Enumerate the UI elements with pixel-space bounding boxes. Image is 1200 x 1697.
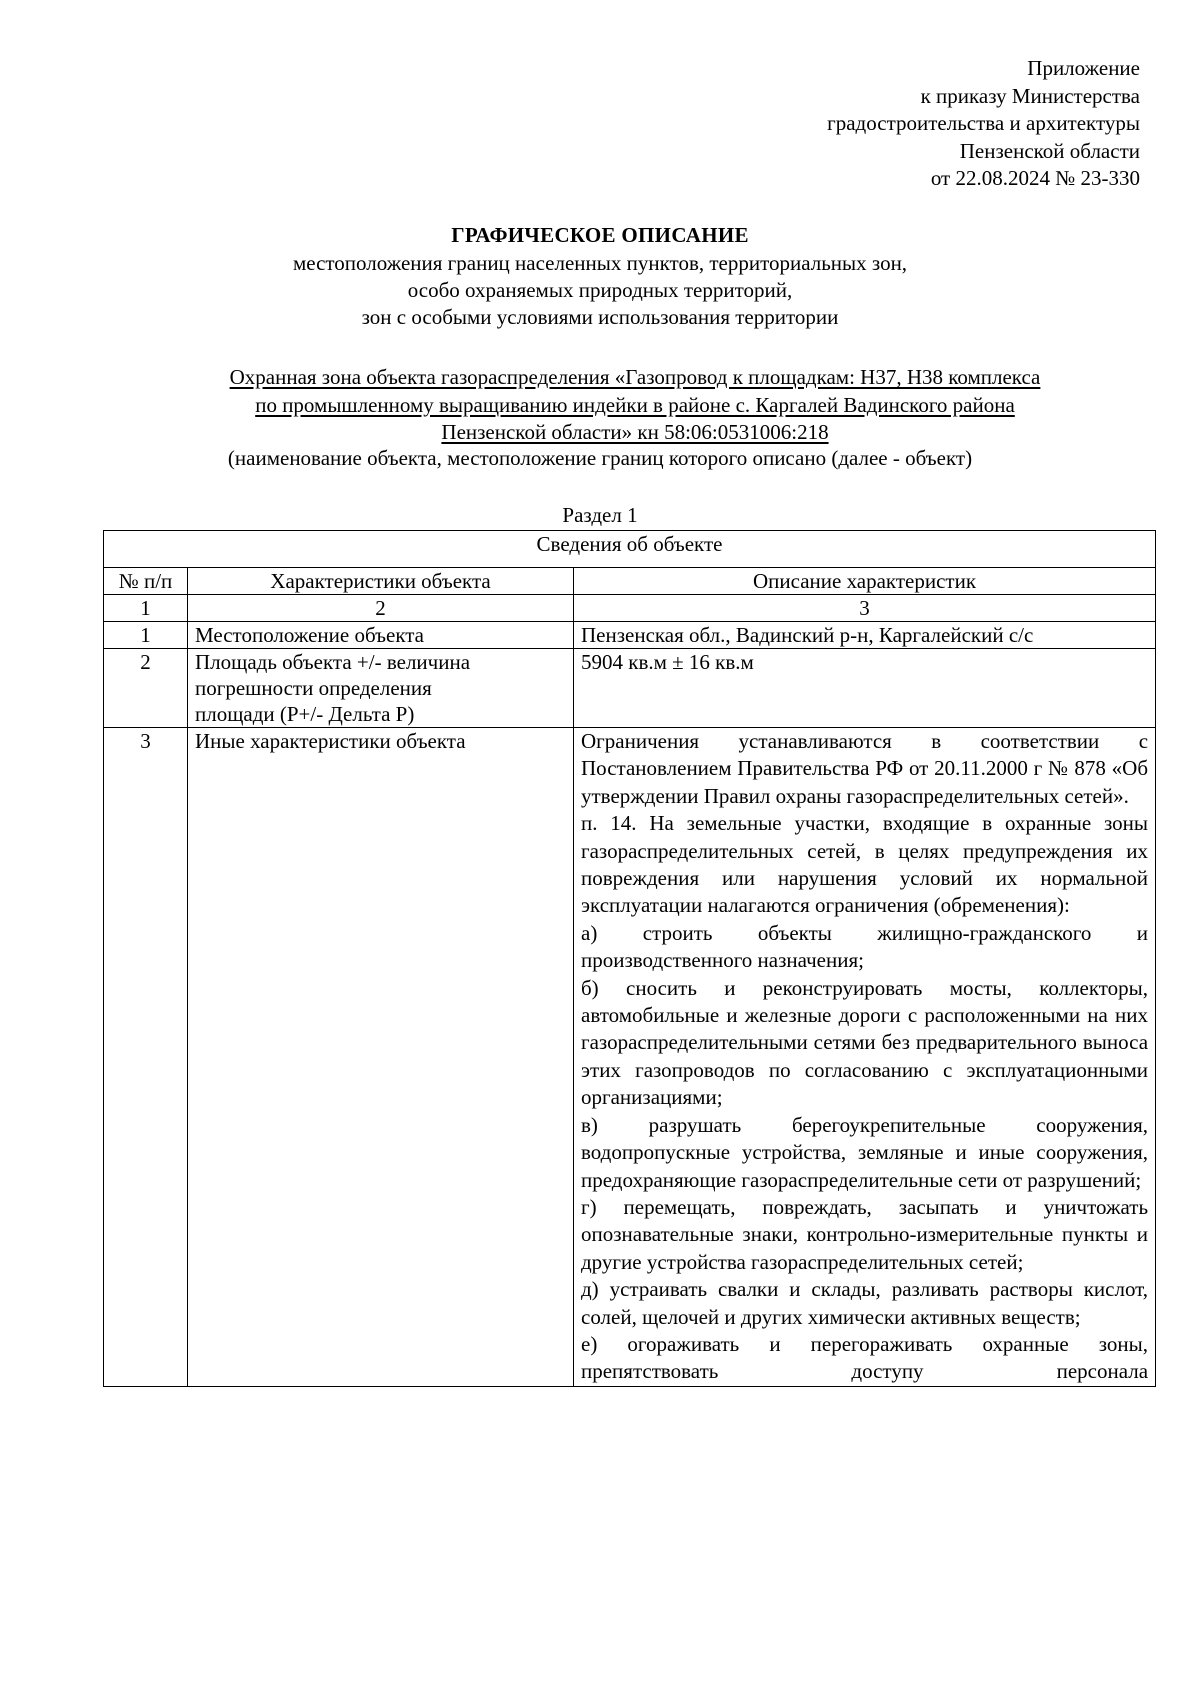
row-characteristic: Иные характеристики объекта (188, 728, 574, 1387)
appendix-line: Пензенской области (959, 138, 1140, 163)
table-header-row (104, 568, 1156, 595)
characteristic-line: погрешности определения (195, 676, 432, 700)
description-paragraph: д) устраивать свалки и склады, разливать растворы кислот, солей, щелочей и других химически активных веществ; (581, 1277, 1149, 1329)
row-characteristic (188, 649, 574, 728)
column-number: 2 (188, 595, 574, 622)
table-title: Сведения об объекте (104, 531, 1156, 568)
characteristic-line: Площадь объекта +/- величина (195, 650, 471, 674)
column-number: 1 (104, 595, 188, 622)
description-paragraph: Ограничения устанавливаются в соответствии с Постановлением Правительства РФ от 20.11.2000 г № 878 «Об утверждении Правил охраны газораспределительных сетей». (581, 729, 1149, 808)
section-label: Раздел 1 (562, 503, 638, 527)
table-title-row (104, 531, 1156, 568)
subtitle-line: местоположения границ населенных пунктов, территориальных зон, (292, 251, 908, 275)
appendix-line: Приложение (1027, 56, 1140, 80)
object-name-line: Пензенской области» кн 58:06:0531006:218 (441, 420, 829, 444)
row-description: Пензенская обл., Вадинский р-н, Каргалейский с/с (574, 622, 1156, 649)
description-paragraph: в) разрушать берегоукрепительные сооружения, водопропускные устройства, земляные и иные сооружения, предохраняющие газораспределительные сети от разрушений; (581, 1112, 1149, 1192)
appendix-line: градостроительства и архитектуры (827, 111, 1140, 135)
table-row (104, 728, 1156, 1387)
row-number: 1 (104, 622, 188, 649)
header-description: Описание характеристик (574, 568, 1156, 595)
description-paragraph: б) сносить и реконструировать мосты, коллекторы, автомобильные и железные дороги с расположенными на них газораспределительными сетями без предварительного выноса этих газопроводов по согласованию с эксплуатационными организациями; (581, 975, 1149, 1110)
document-title: ГРАФИЧЕСКОЕ ОПИСАНИЕ (451, 223, 749, 247)
description-paragraph: п. 14. На земельные участки, входящие в охранные зоны газораспределительных сетей, в целях предупреждения их повреждения или нарушения условий их нормальной эксплуатации налагаются ограничения (обременения): (581, 811, 1149, 918)
column-numbering-row (104, 595, 1156, 622)
column-number: 3 (574, 595, 1156, 622)
row-number: 2 (104, 649, 188, 728)
row-number: 3 (104, 728, 188, 1387)
description-paragraph: г) перемещать, повреждать, засыпать и уничтожать опознавательные знаки, контрольно-измерительные пункты и другие устройства газораспределительных сетей; (581, 1194, 1149, 1274)
row-description (574, 728, 1156, 1387)
header-number: № п/п (104, 568, 188, 595)
appendix-date-number: от 22.08.2024 № 23-330 (930, 166, 1140, 190)
object-name-line: по промышленному выращиванию индейки в районе с. Каргалей Вадинского района (255, 392, 1015, 417)
object-info-table (103, 530, 1156, 1387)
subtitle-line: особо охраняемых природных территорий, (407, 278, 793, 302)
object-name (150, 364, 1120, 447)
document-subtitle (100, 250, 1100, 331)
object-name-caption: (наименование объекта, местоположение границ которого описано (далее - объект) (227, 446, 973, 470)
header-characteristic: Характеристики объекта (188, 568, 574, 595)
subtitle-line: зон с особыми условиями использования территории (361, 305, 839, 329)
appendix-line: к приказу Министерства (920, 83, 1140, 108)
description-paragraph: а) строить объекты жилищно-гражданского и производственного назначения; (581, 920, 1149, 973)
object-name-line: Охранная зона объекта газораспределения «Газопровод к площадкам: Н37, Н38 комплекса (229, 365, 1041, 389)
table-row (104, 649, 1156, 728)
table-row (104, 622, 1156, 649)
row-description: 5904 кв.м ± 16 кв.м (574, 649, 1156, 728)
appendix-header (827, 55, 1140, 193)
description-paragraph: е) огораживать и перегораживать охранные зоны, препятствовать доступу персонала (581, 1331, 1149, 1384)
characteristic-line: площади (Р+/- Дельта Р) (195, 702, 415, 726)
row-characteristic: Местоположение объекта (188, 622, 574, 649)
